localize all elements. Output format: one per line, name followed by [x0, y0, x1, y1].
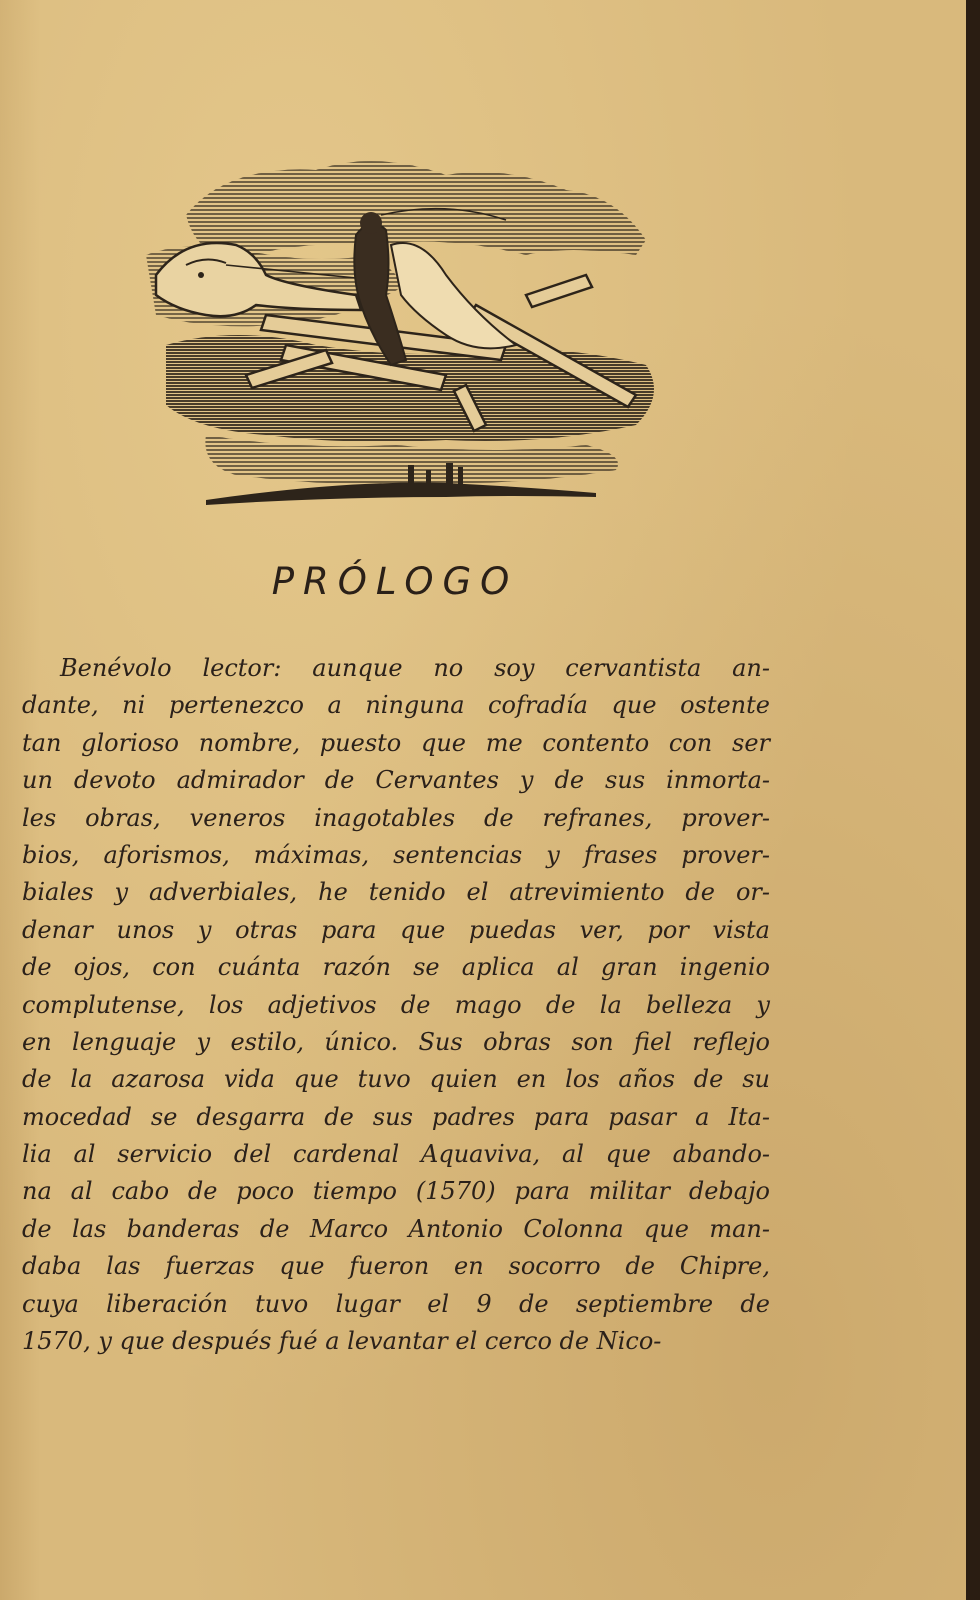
text-line: Benévolo lector: aunque no soy cervantista an-: [60, 654, 770, 682]
text-line: les obras, veneros inagotables de refranes, prover-: [22, 803, 770, 832]
text-line: en lenguaje y estilo, único. Sus obras son fiel reflejo: [22, 1027, 770, 1056]
text-line: mocedad se desgarra de sus padres para pasar a Ita-: [22, 1102, 770, 1131]
text-line: dante, ni pertenezco a ninguna cofradía que ostente: [22, 691, 770, 720]
text-line: cuya liberación tuvo lugar el 9 de septiembre de: [22, 1289, 770, 1318]
text-line: de las banderas de Marco Antonio Colonna que man-: [22, 1214, 770, 1243]
text-line: tan glorioso nombre, puesto que me contento con ser: [22, 728, 770, 757]
book-binding-edge: [966, 0, 980, 1600]
page-title: PRÓLOGO: [271, 560, 519, 603]
prologue-body: [22, 650, 770, 1360]
text-line: bios, aforismos, máximas, sentencias y frases prover-: [22, 840, 770, 869]
text-line: de ojos, con cuánta razón se aplica al gran ingenio: [22, 953, 770, 982]
text-line: na al cabo de poco tiempo (1570) para militar debajo: [22, 1177, 770, 1206]
engraving-flying-wooden-horse-icon: [146, 145, 666, 520]
text-line: 1570, y que después fué a levantar el cerco de Nico-: [22, 1327, 662, 1356]
text-line: daba las fuerzas que fueron en socorro de Chipre,: [22, 1252, 770, 1281]
text-line: lia al servicio del cardenal Aquaviva, al que abando-: [22, 1140, 770, 1169]
text-line: complutense, los adjetivos de mago de la belleza y: [22, 990, 770, 1019]
text-line: denar unos y otras para que puedas ver, por vista: [22, 915, 770, 944]
text-line: biales y adverbiales, he tenido el atrevimiento de or-: [22, 878, 770, 907]
text-line: un devoto admirador de Cervantes y de sus inmorta-: [22, 766, 770, 795]
text-line: de la azarosa vida que tuvo quien en los años de su: [22, 1065, 770, 1094]
